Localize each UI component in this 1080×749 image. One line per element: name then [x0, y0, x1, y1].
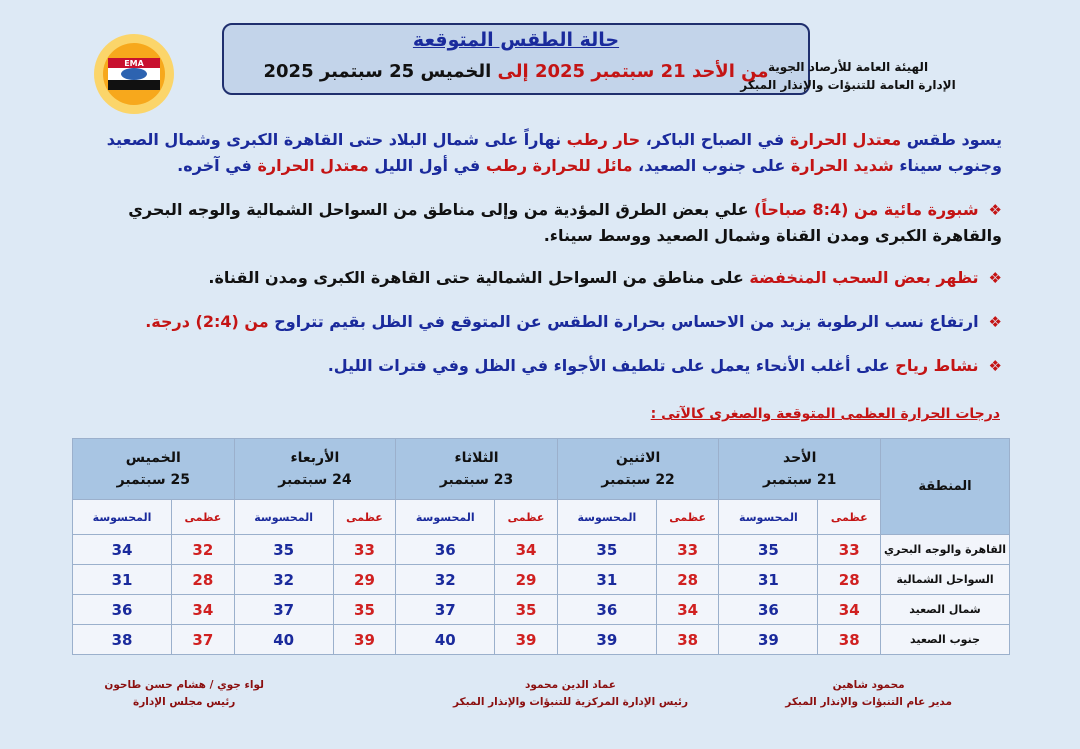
intro-text: في أول الليل: [368, 156, 486, 175]
bullet-highlight: شبورة مائية من (8:4 صباحاً): [754, 200, 979, 219]
organization-block: [728, 58, 968, 94]
max-temp-cell: 33: [656, 535, 719, 565]
max-temp-cell: 32: [172, 535, 235, 565]
feel-temp-cell: 36: [719, 595, 818, 625]
bullet-text: على مناطق من السواحل الشمالية حتى القاهرة الكبرى ومدن القناة.: [208, 268, 750, 287]
region-header: المنطقة: [881, 439, 1010, 535]
intro-text: يسود طقس: [901, 130, 1002, 149]
day-header: الاثنين 22 سبتمبر: [557, 439, 719, 500]
signatory-title: مدير عام التنبؤات والإنذار المبكر: [785, 696, 952, 708]
intro-text: في آخره.: [177, 156, 258, 175]
max-temp-cell: 28: [818, 565, 881, 595]
bullet-text: على أغلب الأنحاء يعمل على تلطيف الأجواء في الظل وفي فترات الليل.: [327, 356, 896, 375]
max-temp-cell: 33: [333, 535, 396, 565]
table-row: [73, 625, 1010, 655]
ema-logo-icon: [88, 28, 180, 120]
max-temp-cell: 37: [172, 625, 235, 655]
table-row: [73, 595, 1010, 625]
intro-highlight: حار رطب: [566, 130, 641, 149]
feel-temp-cell: 40: [234, 625, 333, 655]
signatory-title: رئيس الإدارة المركزية للتنبؤات والإنذار المبكر: [452, 696, 688, 708]
diamond-bullet-icon: ❖: [988, 201, 1002, 219]
org-department: الإدارة العامة للتنبؤات والإنذار المبكر: [740, 78, 956, 92]
intro-highlight: شديد الحرارة: [790, 156, 894, 175]
page-title: حالة الطقس المتوقعة: [412, 29, 620, 51]
bullet-highlight: نشاط رياح: [895, 356, 979, 375]
max-temp-cell: 39: [495, 625, 558, 655]
date-to: الخميس 25 سبتمبر 2025: [263, 61, 492, 82]
bullet-text: والقاهرة الكبرى ومدن القناة وشمال الصعيد ووسط سيناء.: [543, 226, 1002, 245]
max-temp-cell: 29: [495, 565, 558, 595]
feel-temp-cell: 39: [557, 625, 656, 655]
title-box: [222, 23, 810, 95]
feel-temp-cell: 35: [719, 535, 818, 565]
feel-temp-cell: 37: [396, 595, 495, 625]
feel-temp-cell: 32: [396, 565, 495, 595]
max-subheader: عظمى: [333, 500, 396, 535]
max-temp-cell: 33: [818, 535, 881, 565]
diamond-bullet-icon: ❖: [988, 313, 1002, 331]
day-header: الأحد 21 سبتمبر: [719, 439, 881, 500]
feel-temp-cell: 31: [719, 565, 818, 595]
feel-temp-cell: 36: [396, 535, 495, 565]
intro-text: وجنوب سيناء: [893, 156, 1002, 175]
signatory-name: عماد الدين محمود: [525, 679, 616, 691]
max-temp-cell: 34: [495, 535, 558, 565]
max-temp-cell: 35: [495, 595, 558, 625]
intro-text: على جنوب الصعيد،: [632, 156, 791, 175]
region-cell: شمال الصعيد: [881, 595, 1010, 625]
max-temp-cell: 28: [656, 565, 719, 595]
feel-temp-cell: 36: [557, 595, 656, 625]
max-subheader: عظمى: [495, 500, 558, 535]
date-from: من الأحد 21 سبتمبر 2025: [534, 61, 769, 82]
bullet-clouds: [72, 265, 1002, 291]
feel-temp-cell: 35: [557, 535, 656, 565]
signatory-name: محمود شاهين: [832, 679, 905, 691]
max-subheader: عظمى: [656, 500, 719, 535]
feel-temp-cell: 38: [73, 625, 172, 655]
max-temp-cell: 38: [818, 625, 881, 655]
max-temp-cell: 28: [172, 565, 235, 595]
bullet-wind: [72, 353, 1002, 379]
feel-subheader: المحسوسة: [557, 500, 656, 535]
diamond-bullet-icon: ❖: [988, 357, 1002, 375]
bullet-highlight: تظهر بعض السحب المنخفضة: [749, 268, 979, 287]
max-temp-cell: 34: [172, 595, 235, 625]
max-temp-cell: 34: [656, 595, 719, 625]
intro-highlight: معتدل الحرارة: [257, 156, 369, 175]
max-temp-cell: 35: [333, 595, 396, 625]
org-name: الهيئة العامة للأرصاد الجوية: [767, 60, 929, 74]
feel-temp-cell: 32: [234, 565, 333, 595]
day-header: الأربعاء 24 سبتمبر: [234, 439, 396, 500]
date-range: [224, 61, 808, 82]
bullet-text: علي بعض الطرق المؤدية من وإلى مناطق من السواحل الشمالية والوجه البحري: [128, 200, 755, 219]
max-temp-cell: 34: [818, 595, 881, 625]
feel-temp-cell: 39: [719, 625, 818, 655]
feel-temp-cell: 37: [234, 595, 333, 625]
intro-text: في الصباح الباكر،: [640, 130, 790, 149]
feel-subheader: المحسوسة: [234, 500, 333, 535]
intro-paragraph: [72, 127, 1002, 179]
bullet-highlight: من (2:4) درجة.: [145, 312, 269, 331]
intro-highlight: مائل للحرارة رطب: [485, 156, 633, 175]
feel-subheader: المحسوسة: [396, 500, 495, 535]
max-temp-cell: 38: [656, 625, 719, 655]
feel-temp-cell: 31: [557, 565, 656, 595]
table-row: [73, 535, 1010, 565]
temperature-table: [72, 438, 1010, 655]
feel-temp-cell: 34: [73, 535, 172, 565]
max-temp-cell: 39: [333, 625, 396, 655]
signature-block: [785, 677, 952, 711]
signatory-name: لواء جوي / هشام حسن طاحون: [104, 679, 264, 691]
signature-block: [104, 677, 264, 711]
region-cell: السواحل الشمالية: [881, 565, 1010, 595]
feel-temp-cell: 36: [73, 595, 172, 625]
feel-temp-cell: 31: [73, 565, 172, 595]
table-caption: درجات الحرارة العظمى المتوقعة والصغرى كالآتى :: [650, 406, 1000, 422]
intro-text: نهاراً على شمال البلاد حتى القاهرة الكبرى وشمال الصعيد: [106, 130, 567, 149]
max-subheader: عظمى: [172, 500, 235, 535]
signature-block: [453, 677, 688, 711]
day-header: الخميس 25 سبتمبر: [73, 439, 235, 500]
date-to-word: إلى: [497, 61, 529, 82]
max-temp-cell: 29: [333, 565, 396, 595]
logo-text: EMA: [124, 59, 144, 68]
max-subheader: عظمى: [818, 500, 881, 535]
table-row: [73, 565, 1010, 595]
intro-highlight: معتدل الحرارة: [789, 130, 902, 149]
bullet-humidity: [72, 309, 1002, 335]
feel-subheader: المحسوسة: [73, 500, 172, 535]
day-header: الثلاثاء 23 سبتمبر: [396, 439, 558, 500]
signatory-title: رئيس مجلس الإدارة: [133, 696, 236, 708]
region-cell: القاهرة والوجه البحري: [881, 535, 1010, 565]
region-cell: جنوب الصعيد: [881, 625, 1010, 655]
feel-subheader: المحسوسة: [719, 500, 818, 535]
feel-temp-cell: 35: [234, 535, 333, 565]
diamond-bullet-icon: ❖: [988, 269, 1002, 287]
bullet-text: ارتفاع نسب الرطوبة يزيد من الاحساس بحرارة الطقس عن المتوقع في الظل بقيم تتراوح: [268, 312, 979, 331]
feel-temp-cell: 40: [396, 625, 495, 655]
bullet-fog: [72, 197, 1002, 249]
